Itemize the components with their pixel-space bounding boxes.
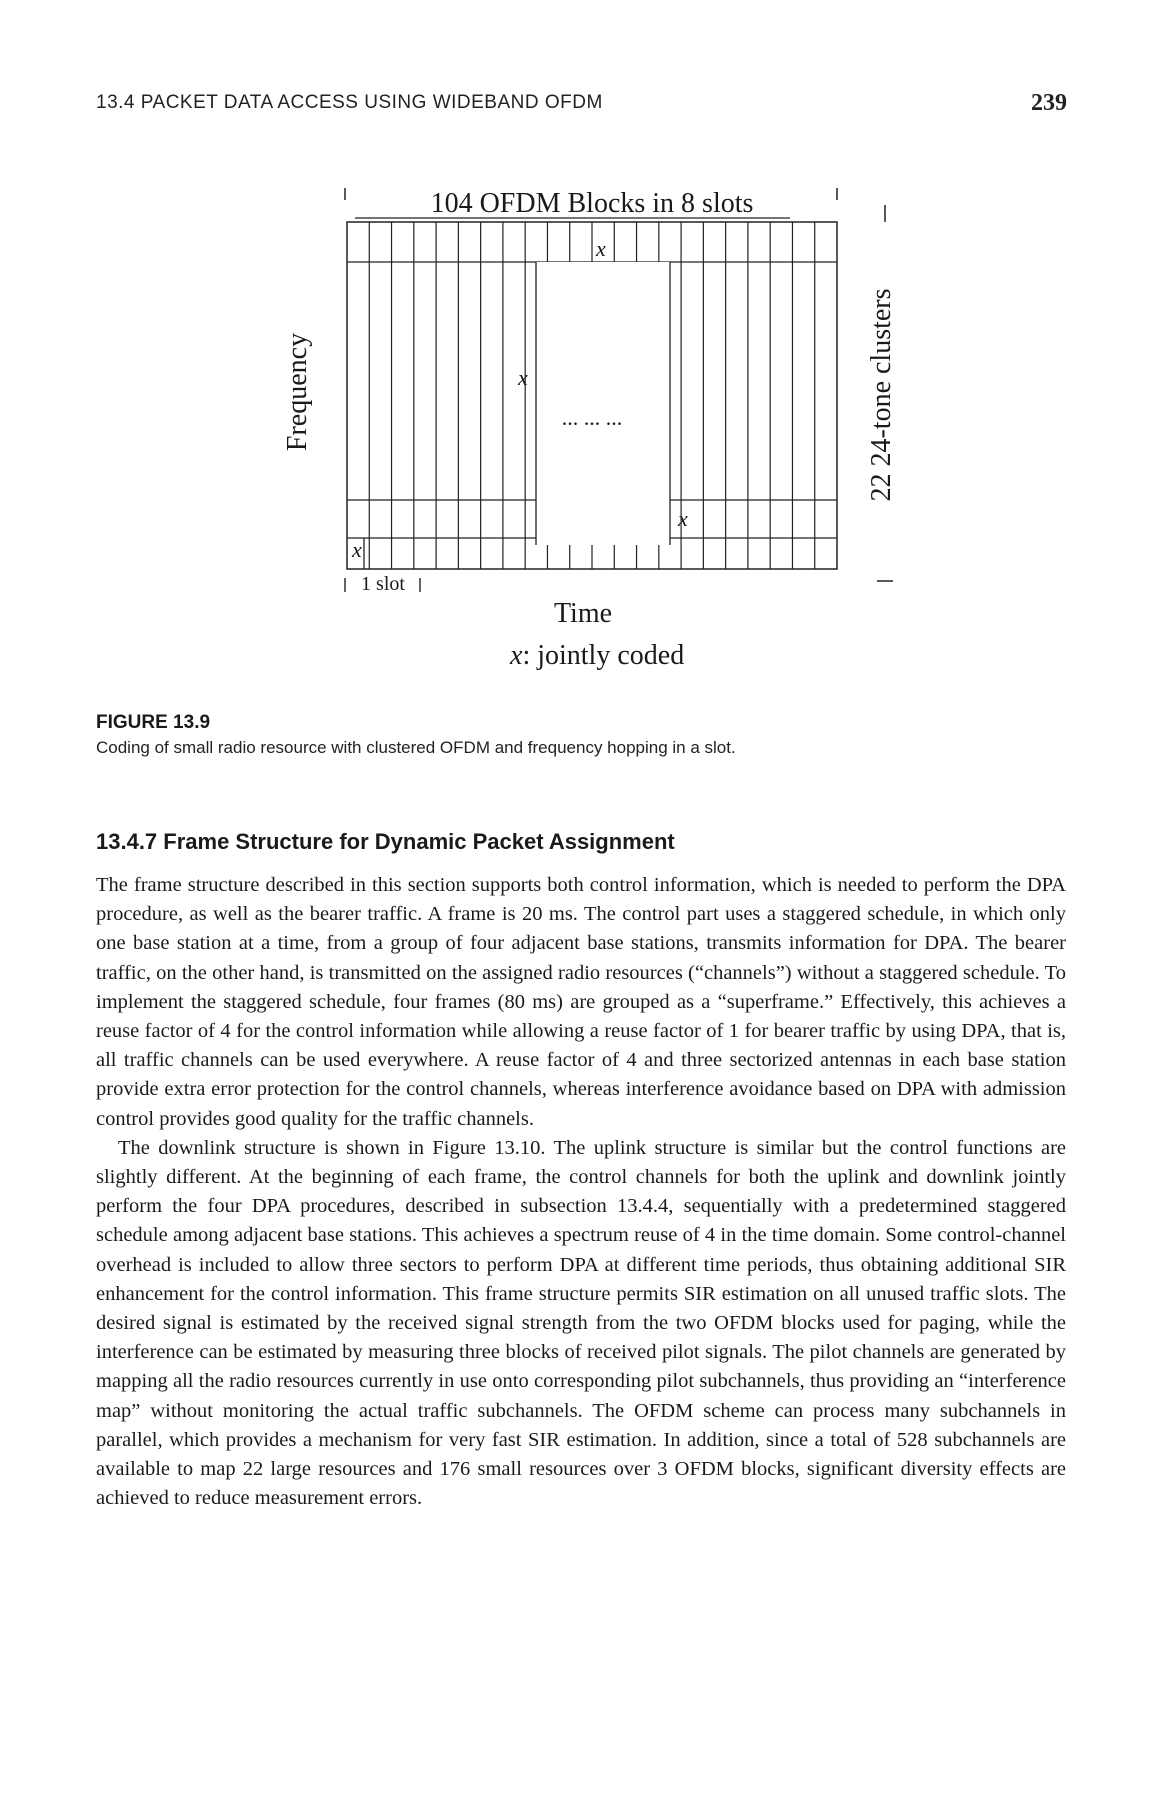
figure-13-9: [0, 0, 1151, 760]
slot-label: 1 slot: [361, 573, 405, 595]
ofdm-grid-diagram: [0, 0, 1151, 760]
section-heading: 13.4.7 Frame Structure for Dynamic Packet Assignment: [96, 829, 675, 854]
legend: [509, 640, 684, 671]
ellipsis: ... ... ...: [561, 405, 623, 430]
frequency-label: Frequency: [282, 332, 313, 452]
figure-caption-label: FIGURE 13.9: [96, 712, 211, 733]
legend-var: x: [510, 640, 523, 671]
page-number: 239: [1031, 90, 1067, 116]
cell-mark-bottom: x: [352, 537, 362, 562]
cell-mark-mid: x: [518, 365, 528, 390]
blank-region: [536, 262, 670, 545]
time-label: Time: [553, 598, 613, 629]
body-text: [96, 871, 1066, 1513]
paragraph: The frame structure described in this section supports both control information, which is needed to perform the DPA procedure, as well as the bearer traffic. A frame is 20 ms. The control part uses a staggered schedule, in which only one base station at a time, from a group of four adjacent base stations, transmits information for DPA. The bearer traffic, on the other hand, is transmitted on the assigned radio resources (“channels”) without a staggered schedule. To implement the staggered schedule, four frames (80 ms) are grouped as a “superframe.” Effectively, this achieves a reuse factor of 4 for the control information while allowing a reuse factor of 1 for bearer traffic by using DPA, that is, all traffic channels can be used everywhere. A reuse factor of 4 and three sectorized antennas in each base station provide extra error protection for the control channels, whereas interference avoidance based on DPA with admission control provides good quality for the traffic channels.: [96, 874, 1066, 1130]
cell-mark-right: x: [678, 506, 688, 531]
top-label: 104 OFDM Blocks in 8 slots: [430, 188, 754, 219]
figure-caption-text: Coding of small radio resource with clustered OFDM and frequency hopping in a slot.: [96, 738, 736, 757]
running-head: 13.4 PACKET DATA ACCESS USING WIDEBAND OFDM: [96, 92, 603, 113]
cell-mark-top: x: [596, 236, 606, 261]
legend-text: : jointly coded: [522, 640, 685, 671]
paragraph: The downlink structure is shown in Figure 13.10. The uplink structure is similar but the control functions are slightly different. At the beginning of each frame, the control channels for both the uplink and downlink jointly perform the four DPA procedures, described in subsection 13.4.4, sequentially with a predetermined staggered schedule among adjacent base stations. This achieves a spectrum reuse of 4 in the time domain. Some control-channel overhead is included to allow three sectors to perform DPA at different time periods, thus obtaining additional SIR enhancement for the control information. This frame structure permits SIR estimation on all unused traffic slots. The desired signal is estimated by the received signal strength from the two OFDM blocks used for paging, while the interference can be estimated by measuring three blocks of received pilot signals. The pilot channels are generated by mapping all the radio resources currently in use onto corresponding pilot subchannels, thus providing an “interference map” without monitoring the actual traffic subchannels. The OFDM scheme can process many subchannels in parallel, which provides a mechanism for very fast SIR estimation. In addition, since a total of 528 subchannels are available to map 22 large resources and 176 small resources over 3 OFDM blocks, significant diversity effects are achieved to reduce measurement errors.: [96, 1136, 1066, 1510]
clusters-label: 22 24-tone clusters: [866, 288, 897, 502]
